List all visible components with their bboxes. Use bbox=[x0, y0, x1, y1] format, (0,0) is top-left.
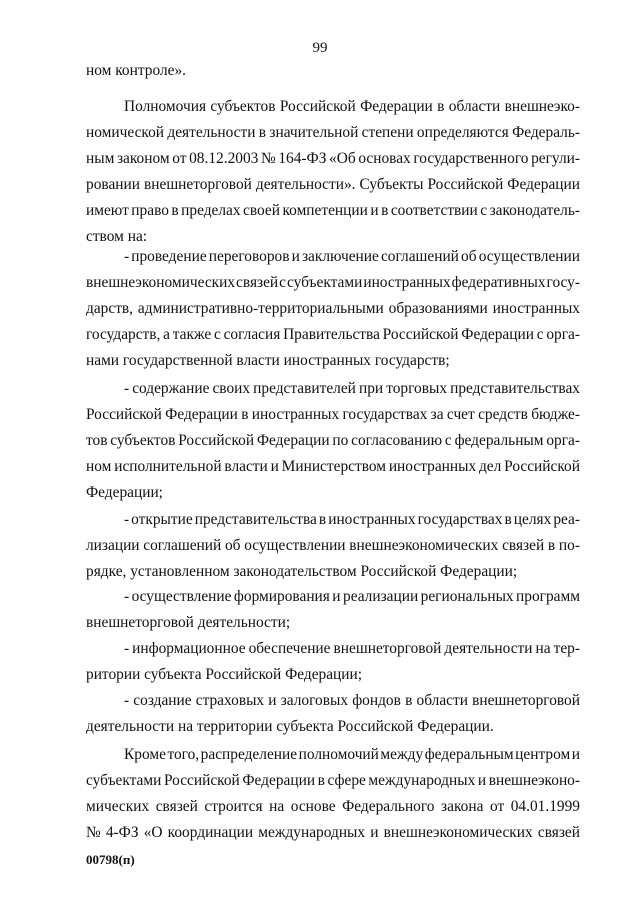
text-line-content: дарств, административно-территориальными образованиями иностранных bbox=[86, 300, 580, 317]
text-line-content: ровании внешнеторговой деятельности». Субъекты Российской Федерации bbox=[86, 176, 580, 193]
text-line-content: деятельности на территории субъекта Российской Федерации. bbox=[86, 718, 494, 735]
text-line-content: ным законом от 08.12.2003 № 164-ФЗ «Об основах государственного регули- bbox=[86, 150, 580, 167]
text-line-content: Полномочия субъектов Российской Федерации в области внешнеэко- bbox=[124, 98, 580, 115]
page-number: 99 bbox=[312, 40, 328, 56]
text-line-content: нами государственной власти иностранных государств; bbox=[86, 352, 450, 369]
text-line-content: ством на: bbox=[86, 228, 148, 245]
text-line-content: рядке, установленном законодательством Российской Федерации; bbox=[86, 563, 518, 580]
text-line-content: № 4-ФЗ «О координации международных и внешнеэкономических связей bbox=[86, 824, 580, 841]
text-line-content: ном исполнительной власти и Министерством иностранных дел Российской bbox=[86, 458, 580, 475]
text-line-content: номической деятельности в значительной степени определяются Федераль- bbox=[86, 124, 580, 141]
text-line-content: ном контроле». bbox=[86, 62, 187, 79]
text-line-content: Кроме того, распределение полномочий между федеральным центром и bbox=[124, 746, 580, 763]
text-line-content: - создание страховых и залоговых фондов в области внешнеторговой bbox=[124, 692, 580, 709]
text-line-content: лизации соглашений об осуществлении внешнеэкономических связей в по- bbox=[86, 537, 580, 554]
text-line-content: - проведение переговоров и заключение соглашений об осуществлении bbox=[124, 248, 580, 265]
text-line-content: - информационное обеспечение внешнеторговой деятельности на тер- bbox=[124, 640, 580, 657]
text-line-content: - открытие представительства в иностранных государствах в целях реа- bbox=[124, 511, 580, 528]
text-line-content: государств, а также с согласия Правительства Российской Федерации с орга- bbox=[86, 326, 580, 343]
text-line-content: внешнеэкономических связей с субъектами иностранных федеративных госу- bbox=[86, 274, 580, 291]
text-line-content: внешнеторговой деятельности; bbox=[86, 614, 291, 631]
text-line-content: Федерации; bbox=[86, 484, 163, 501]
document-code: 00798(п) bbox=[86, 852, 135, 867]
text-line-content: - содержание своих представителей при торговых представительствах bbox=[124, 380, 580, 397]
text-line-content: Российской Федерации в иностранных государствах за счет средств бюдже- bbox=[86, 406, 580, 423]
text-line-content: субъектами Российской Федерации в сфере международных и внешнеэконо- bbox=[86, 772, 580, 789]
text-line-content: ритории субъекта Российской Федерации; bbox=[86, 666, 363, 683]
text-line-content: имеют право в пределах своей компетенции и в соответствии с законодатель- bbox=[86, 202, 580, 219]
text-line-content: мических связей строится на основе Федерального закона от 04.01.1999 bbox=[86, 798, 580, 815]
text-line-content: тов субъектов Российской Федерации по согласованию с федеральным орга- bbox=[86, 432, 580, 449]
text-line-content: - осуществление формирования и реализации региональных программ bbox=[124, 588, 580, 605]
